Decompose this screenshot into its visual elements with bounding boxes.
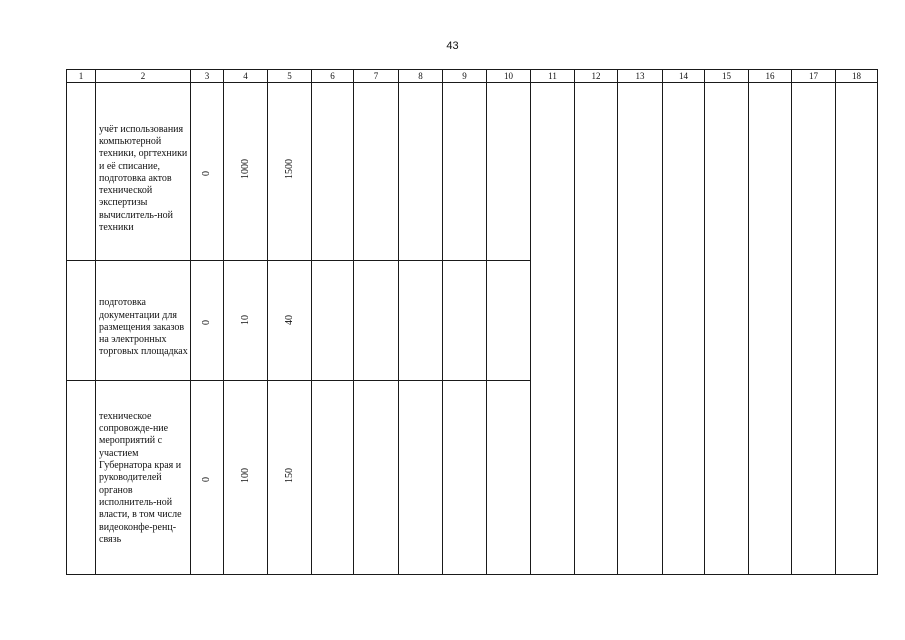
page-number: 43 bbox=[446, 40, 459, 52]
header-cell: 7 bbox=[354, 70, 399, 83]
value-cell-4 bbox=[224, 381, 268, 575]
merged-empty-cell bbox=[663, 83, 705, 575]
description-text: учёт использования компьютерной техники, оргтехники и её списание, подготовка актов технической экспертизы вычислитель-ной техники bbox=[99, 123, 188, 234]
value-cell-4 bbox=[224, 261, 268, 381]
value-cell-3 bbox=[191, 261, 224, 381]
merged-empty-cell bbox=[749, 83, 792, 575]
header-cell: 18 bbox=[836, 70, 878, 83]
empty-cell bbox=[312, 381, 354, 575]
header-cell: 12 bbox=[575, 70, 618, 83]
empty-cell bbox=[354, 261, 399, 381]
header-cell: 14 bbox=[663, 70, 705, 83]
empty-cell bbox=[487, 83, 531, 261]
value-5: 150 bbox=[283, 467, 295, 483]
value-cell-3 bbox=[191, 381, 224, 575]
value-cell-4 bbox=[224, 83, 268, 261]
description-cell bbox=[96, 83, 191, 261]
value-5: 40 bbox=[283, 314, 295, 325]
row-number-cell bbox=[67, 261, 96, 381]
merged-empty-cell bbox=[705, 83, 749, 575]
description-cell bbox=[96, 261, 191, 381]
empty-cell bbox=[487, 261, 531, 381]
header-cell: 10 bbox=[487, 70, 531, 83]
merged-empty-cell bbox=[531, 83, 575, 575]
value-4: 10 bbox=[239, 314, 251, 325]
header-cell: 16 bbox=[749, 70, 792, 83]
description-text: подготовка документации для размещения заказов на электронных торговых площадках bbox=[99, 297, 188, 358]
header-cell: 8 bbox=[399, 70, 443, 83]
header-cell: 11 bbox=[531, 70, 575, 83]
header-cell: 17 bbox=[792, 70, 836, 83]
value-cell-5 bbox=[268, 261, 312, 381]
header-cell: 1 bbox=[67, 70, 96, 83]
value-cell-3 bbox=[191, 83, 224, 261]
merged-empty-cell bbox=[836, 83, 878, 575]
empty-cell bbox=[443, 261, 487, 381]
header-cell: 6 bbox=[312, 70, 354, 83]
value-4: 100 bbox=[239, 467, 251, 483]
empty-cell bbox=[354, 83, 399, 261]
empty-cell bbox=[399, 83, 443, 261]
value-cell-5 bbox=[268, 83, 312, 261]
data-table bbox=[66, 69, 878, 575]
value-4: 1000 bbox=[239, 159, 251, 179]
empty-cell bbox=[399, 381, 443, 575]
value-3: 0 bbox=[201, 170, 212, 176]
empty-cell bbox=[443, 381, 487, 575]
description-cell bbox=[96, 381, 191, 575]
empty-cell bbox=[399, 261, 443, 381]
header-cell: 5 bbox=[268, 70, 312, 83]
empty-cell bbox=[443, 83, 487, 261]
row-number-cell bbox=[67, 381, 96, 575]
header-cell: 13 bbox=[618, 70, 663, 83]
empty-cell bbox=[312, 261, 354, 381]
value-5: 1500 bbox=[283, 159, 295, 179]
value-3: 0 bbox=[201, 476, 212, 482]
empty-cell bbox=[487, 381, 531, 575]
table-row bbox=[67, 83, 878, 261]
value-cell-5 bbox=[268, 381, 312, 575]
row-number-cell bbox=[67, 83, 96, 261]
header-row bbox=[67, 70, 878, 83]
empty-cell bbox=[354, 381, 399, 575]
header-cell: 15 bbox=[705, 70, 749, 83]
description-text: техническое сопровожде-ние мероприятий с участием Губернатора края и руководителей органов исполнитель-ной власти, в том числе видеоконфе-ренц-связь bbox=[99, 410, 182, 545]
header-cell: 2 bbox=[96, 70, 191, 83]
header-cell: 4 bbox=[224, 70, 268, 83]
header-cell: 3 bbox=[191, 70, 224, 83]
empty-cell bbox=[312, 83, 354, 261]
merged-empty-cell bbox=[618, 83, 663, 575]
value-3: 0 bbox=[201, 319, 212, 325]
merged-empty-cell bbox=[575, 83, 618, 575]
merged-empty-cell bbox=[792, 83, 836, 575]
header-cell: 9 bbox=[443, 70, 487, 83]
